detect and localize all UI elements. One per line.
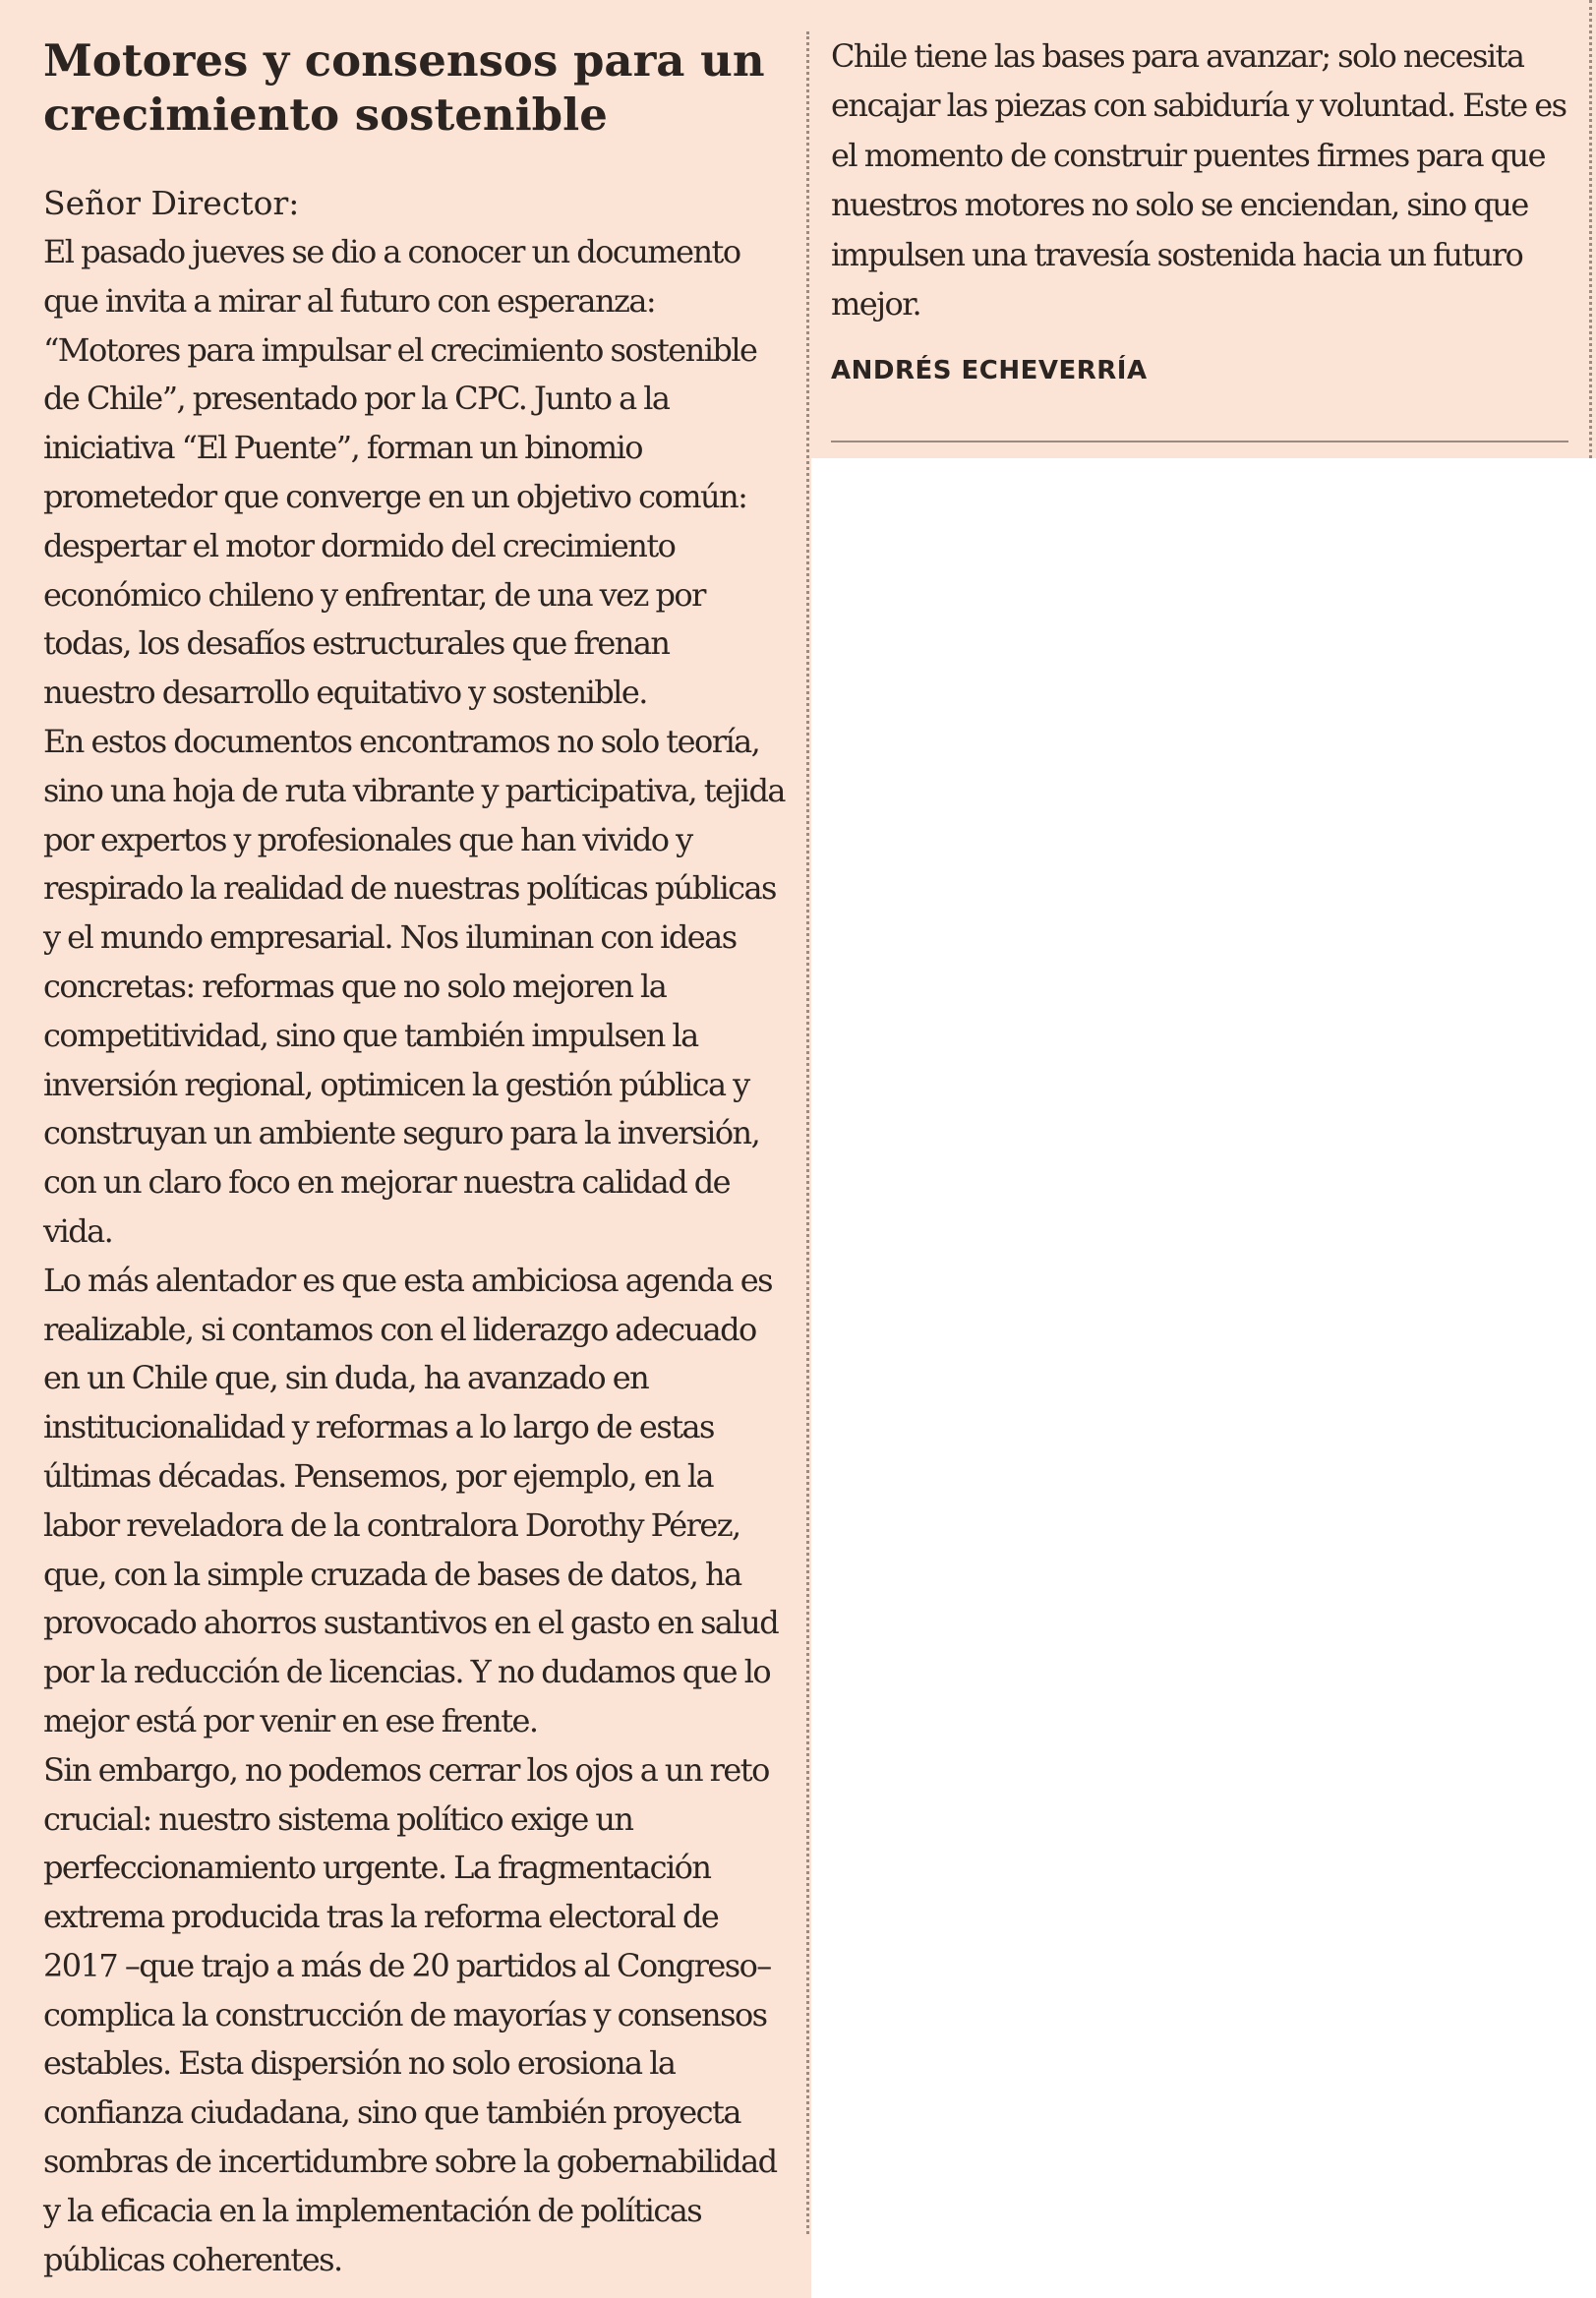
letter-signature: ANDRÉS ECHEVERRÍA — [831, 356, 1148, 386]
letter-column-left — [43, 33, 786, 2284]
column-divider — [806, 31, 809, 2234]
letter-paragraph: En estos documentos encontramos no solo teoría, sino una hoja de ruta vibrante y participativa, tejida por expertos y profesionales que han vivido y respirado la realidad de nuestras políticas públicas y el mundo empresarial. Nos iluminan con ideas concretas: reformas que no solo mejoren la competitividad, sino que también impulsen la inversión regional, optimicen la gestión pública y construyan un ambiente seguro para la inversión, con un claro foco en mejorar nuestra calidad de vida. — [43, 722, 785, 1250]
right-edge-divider — [1589, 0, 1592, 458]
letter-paragraph: Chile tiene las bases para avanzar; solo necesita encajar las piezas con sabiduría y voluntad. Este es el momento de construir puentes firmes para que nuestros motores no solo se enciendan, sino que impulsen una travesía sostenida hacia un futuro mejor. — [831, 37, 1566, 324]
letter-title: Motores y consensos para un crecimiento sostenible — [43, 34, 765, 141]
letter-body — [43, 228, 786, 2284]
letter-salutation: Señor Director: — [43, 184, 300, 222]
letter-column-right — [831, 31, 1568, 385]
letter-paragraph: El pasado jueves se dio a conocer un documento que invita a mirar al futuro con esperanza: “Motores para impulsar el crecimiento sostenible de Chile”, presentado por la CPC. Junto a la iniciativa “El Puente”, forman un binomio prometedor que converge en un objetivo común: despertar el motor dormido del crecimiento económico chileno y enfrentar, de una vez por todas, los desafíos estructurales que frenan nuestro desarrollo equitativo y sostenible. — [43, 233, 757, 712]
letter-paragraph: Lo más alentador es que esta ambiciosa agenda es realizable, si contamos con el liderazgo adecuado en un Chile que, sin duda, ha avanzado en institucionalidad y reformas a lo largo de estas últimas décadas. Pensemos, por ejemplo, en la labor reveladora de la contralora Dorothy Pérez, que, con la simple cruzada de bases de datos, ha provocado ahorros sustantivos en el gasto en salud por la reducción de licencias. Y no dudamos que lo mejor está por venir en ese frente. — [43, 1261, 779, 1739]
letter-paragraph: Sin embargo, no podemos cerrar los ojos a un reto crucial: nuestro sistema político exige un perfeccionamiento urgente. La fragmentación extrema producida tras la reforma electoral de 2017 –que trajo a más de 20 partidos al Congreso– complica la construcción de mayorías y consensos estables. Esta dispersión no solo erosiona la confianza ciudadana, sino que también proyecta sombras de incertidumbre sobre la gobernabilidad y la eficacia en la implementación de políticas públicas coherentes. — [43, 1750, 777, 2278]
signature-divider — [831, 441, 1568, 442]
